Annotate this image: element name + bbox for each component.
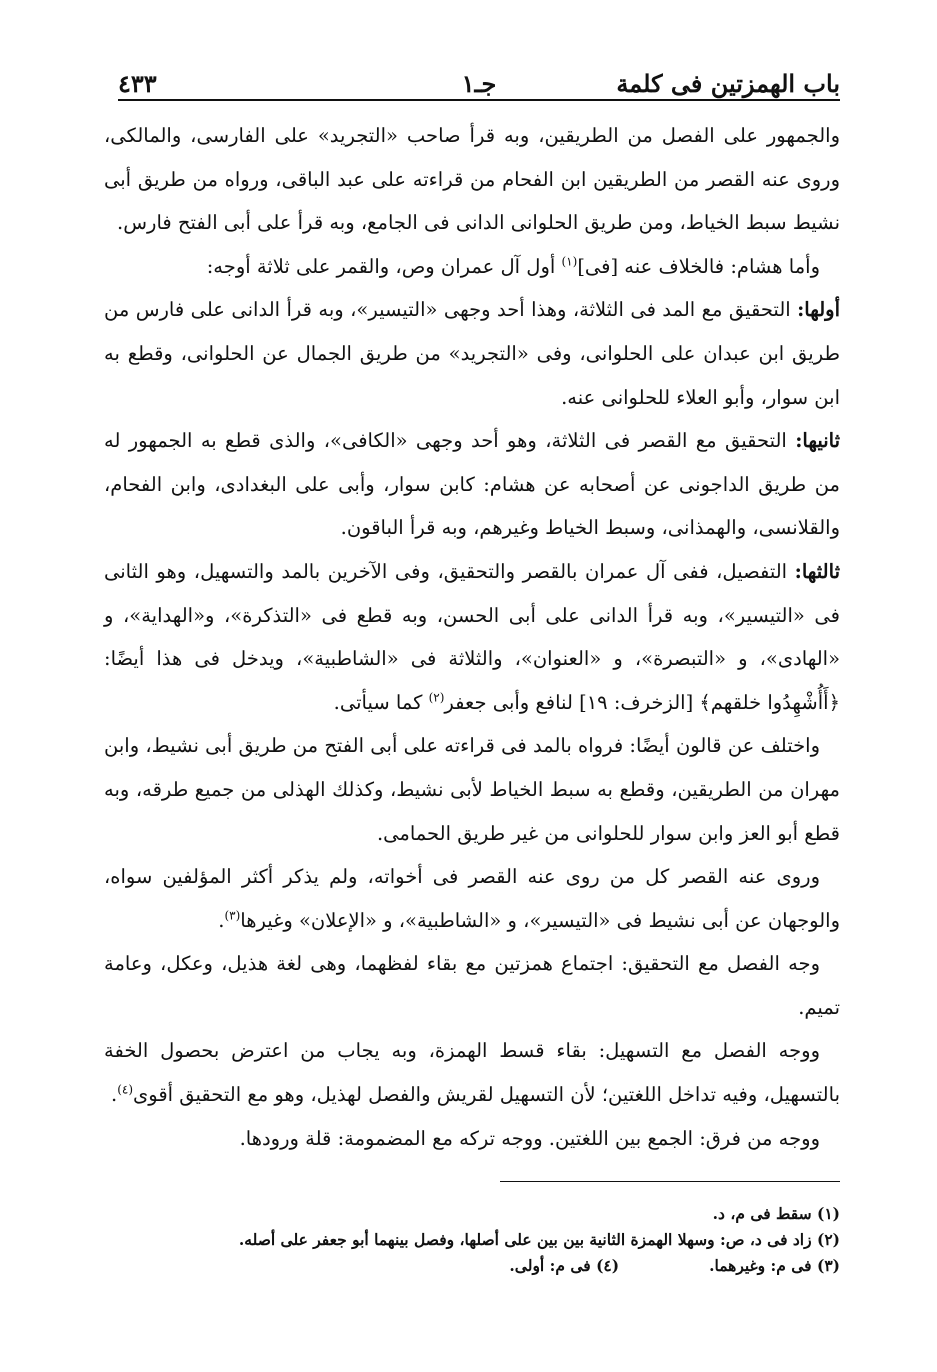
page-number: ٤٣٣ xyxy=(118,69,157,98)
third-aspect-label: ثالثها: xyxy=(794,559,840,583)
paragraph-7: وروى عنه القصر كل من روى عنه القصر فى أخواته، ولم يذكر أكثر المؤلفين سواه، والوجهان عن أبى نشيط فى «التيسير»، و «الشاطبية»، و «الإعلان» وغيرها$^{(٣)}$. xyxy=(104,865,840,932)
paragraph-10: ووجه من فرق: الجمع بين اللغتين. ووجه تركه مع المضمومة: قلة ورودها. xyxy=(239,1126,820,1150)
footnote-ref-1[interactable]: (١) xyxy=(561,254,578,269)
footnote-4: (٤) فى م: أولى. xyxy=(509,1256,620,1275)
footnotes xyxy=(118,1201,840,1279)
paragraph-9: ووجه الفصل مع التسهيل: بقاء قسط الهمزة، وبه يجاب من اعترض بحصول الخفة بالتسهيل، وفيه تداخل اللغتين؛ لأن التسهيل لقريش والفصل لهذيل، وهو مع التحقيق أقوى$^{(٤)}$. xyxy=(104,1039,840,1107)
paragraph-1: والجمهور على الفصل من الطريقين، وبه قرأ صاحب «التجريد» على الفارسى، والمالكى، وروى عنه القصر من الطريقين ابن الفحام من قراءته على عبد الباقى، ورواه من طريق أبى نشيط سبط الخياط، ومن طريق الحلوانى الدانى فى الجامع، وبه قرأ على أبى الفتح فارس. xyxy=(104,124,840,235)
footnote-divider xyxy=(500,1181,840,1182)
main-text xyxy=(104,114,840,1160)
footnote-3-4 xyxy=(118,1253,840,1279)
footnote-ref-4[interactable]: (٤) xyxy=(117,1082,134,1097)
header-divider xyxy=(118,99,840,101)
volume-label: جـ١ xyxy=(461,69,497,98)
first-aspect-label: أولها: xyxy=(797,298,840,322)
paragraph-6: واختلف عن قالون أيضًا: فرواه بالمد فى قراءته على أبى الفتح من طريق أبى نشيط، وابن مهران من الطريقين، وقطع به سبط الخياط لأبى نشيط، وكذلك الهذلى من جميع طرقه، وبه قطع أبو العز وابن سوار للحلوانى من غير طريق الحمامى. xyxy=(104,734,840,845)
running-header xyxy=(118,52,840,98)
paragraph-8: وجه الفصل مع التحقيق: اجتماع همزتين مع بقاء لفظهما، وهى لغة هذيل، وعكل، وعامة تميم. xyxy=(104,952,840,1019)
second-aspect-label: ثانيها: xyxy=(795,429,840,453)
footnote-2: (٢) زاد فى د، ص: وسهلا الهمزة الثانية بين بين على أصلها، وفصل بينهما أبو جعفر على أصله. xyxy=(238,1230,840,1249)
paragraph-5: ثالثها: التفصيل، ففى آل عمران بالقصر والتحقيق، وفى الآخرين بالمد والتسهيل، وهو الثانى فى «التيسير»، وبه قرأ الدانى على أبى الحسن، وبه قطع فى «التذكرة»، و«الهداية»، و «الهادى»، و «التبصرة»، و «العنوان»، والثلاثة فى «الشاطبية»، ويدخل فى هذا أيضًا: ﴿أَأُشْهِدُوا خلقهم﴾ [الزخرف: ١٩] لنافع وأبى جعفر$^{(٢)}$ كما سيأتى. xyxy=(104,559,840,714)
footnote-3: (٣) فى م: وغيرهما. xyxy=(709,1256,840,1275)
footnote-spacer xyxy=(619,1253,709,1279)
footnote-ref-3[interactable]: (٣) xyxy=(224,908,241,923)
footnote-ref-2[interactable]: (٢) xyxy=(428,690,445,705)
chapter-title: باب الهمزتين فى كلمة xyxy=(616,69,840,98)
paragraph-2: وأما هشام: فالخلاف عنه [فى]$^{(١)}$ أول آل عمران وص، والقمر على ثلاثة أوجه: xyxy=(206,254,820,278)
paragraph-4: ثانيها: التحقيق مع القصر فى الثلاثة، وهو أحد وجهى «الكافى»، والذى قطع به الجمهور له من طريق الداجونى عن أصحابه عن هشام: كابن سوار، وأبى على البغدادى، وابن الفحام، والقلانسى، والهمذانى، وسبط الخياط وغيرهم، وبه قرأ الباقون. xyxy=(104,429,840,540)
paragraph-3: أولها: التحقيق مع المد فى الثلاثة، وهذا أحد وجهى «التيسير»، وبه قرأ الدانى على فارس من طريق ابن عبدان على الحلوانى، وفى «التجريد» من طريق الجمال عن الحلوانى، وقطع به ابن سوار، وأبو العلاء للحلوانى عنه. xyxy=(104,298,840,409)
footnote-1: (١) سقط فى م، د. xyxy=(712,1204,840,1223)
